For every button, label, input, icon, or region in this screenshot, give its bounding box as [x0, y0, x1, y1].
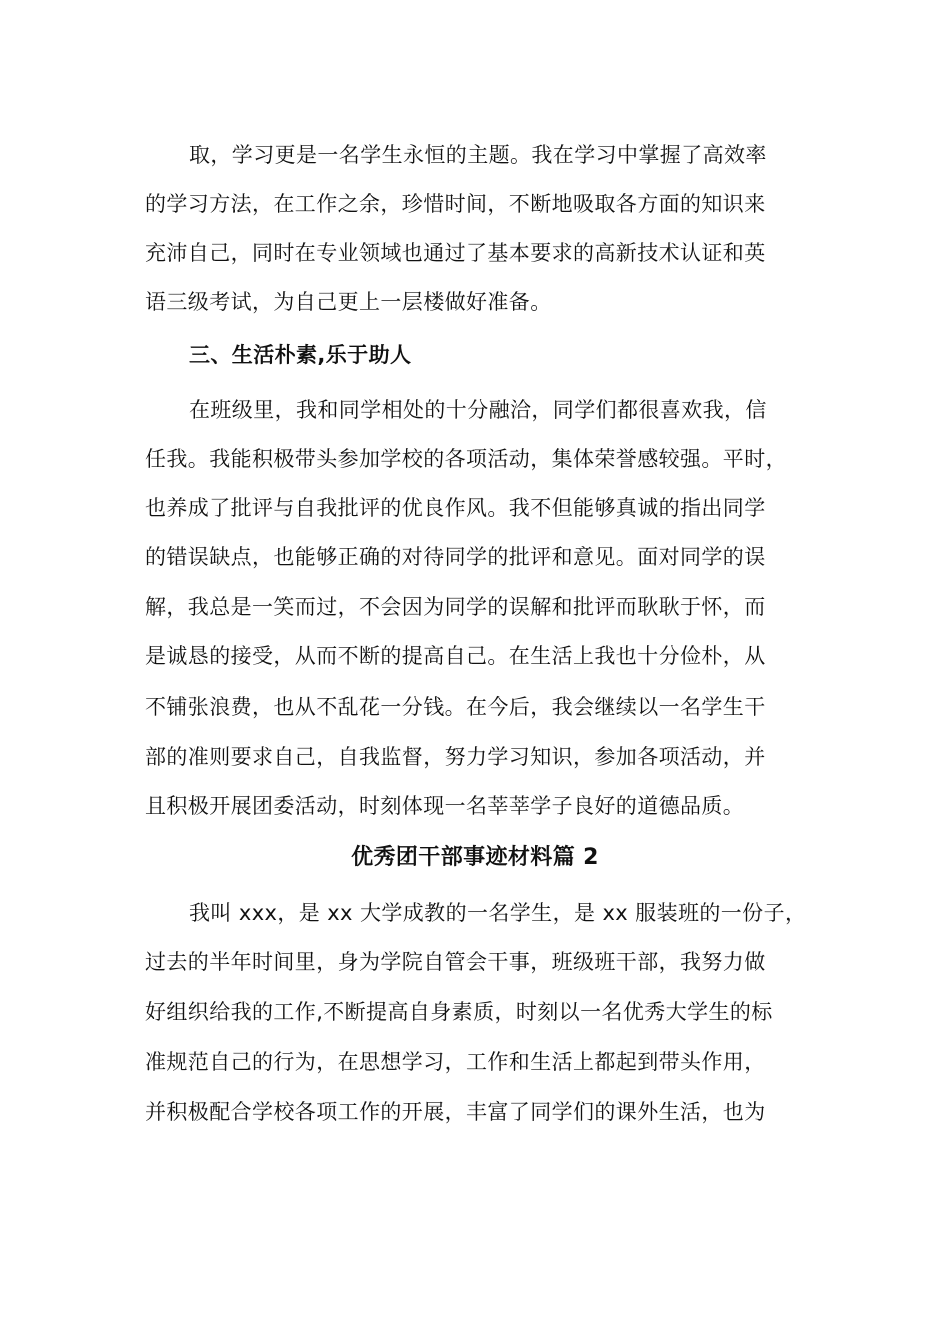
paragraph-line: 任我。我能积极带头参加学校的各项活动，集体荣誉感较强。平时，	[145, 447, 787, 471]
paragraph-line: 在班级里，我和同学相处的十分融洽，同学们都很喜欢我，信	[189, 398, 767, 422]
paragraph-line: 过去的半年时间里，身为学院自管会干事，班级班干部，我努力做	[145, 950, 766, 974]
paragraph-line: 我叫 xxx，是 xx 大学成教的一名学生，是 xx 服装班的一份子，	[189, 901, 807, 925]
paragraph-line: 充沛自己，同时在专业领域也通过了基本要求的高新技术认证和英	[145, 241, 766, 265]
paragraph-line: 部的准则要求自己，自我监督，努力学习知识，参加各项活动，并	[145, 745, 766, 769]
section-heading: 三、生活朴素,乐于助人	[189, 343, 412, 367]
paragraph-line: 好组织给我的工作,不断提高自身素质，时刻以一名优秀大学生的标	[145, 1000, 773, 1024]
paragraph-line: 不铺张浪费，也从不乱花一分钱。在今后，我会继续以一名学生干	[145, 695, 766, 719]
paragraph-line: 取，学习更是一名学生永恒的主题。我在学习中掌握了高效率	[189, 143, 767, 167]
paragraph-line: 的学习方法，在工作之余，珍惜时间，不断地吸取各方面的知识来	[145, 192, 766, 216]
paragraph-line: 的错误缺点，也能够正确的对待同学的批评和意见。面对同学的误	[145, 545, 766, 569]
paragraph-line: 语三级考试，为自己更上一层楼做好准备。	[145, 290, 552, 314]
paragraph-line: 是诚恳的接受，从而不断的提高自己。在生活上我也十分俭朴，从	[145, 644, 766, 668]
paragraph-line: 且积极开展团委活动，时刻体现一名莘莘学子良好的道德品质。	[145, 794, 745, 818]
article-title: 优秀团干部事迹材料篇 2	[351, 845, 599, 870]
paragraph-line: 并积极配合学校各项工作的开展，丰富了同学们的课外生活，也为	[145, 1100, 766, 1124]
paragraph-line: 准规范自己的行为，在思想学习，工作和生活上都起到带头作用，	[145, 1050, 766, 1074]
paragraph-line: 解，我总是一笑而过，不会因为同学的误解和批评而耿耿于怀，而	[145, 595, 766, 619]
paragraph-line: 也养成了批评与自我批评的优良作风。我不但能够真诚的指出同学	[145, 496, 766, 520]
